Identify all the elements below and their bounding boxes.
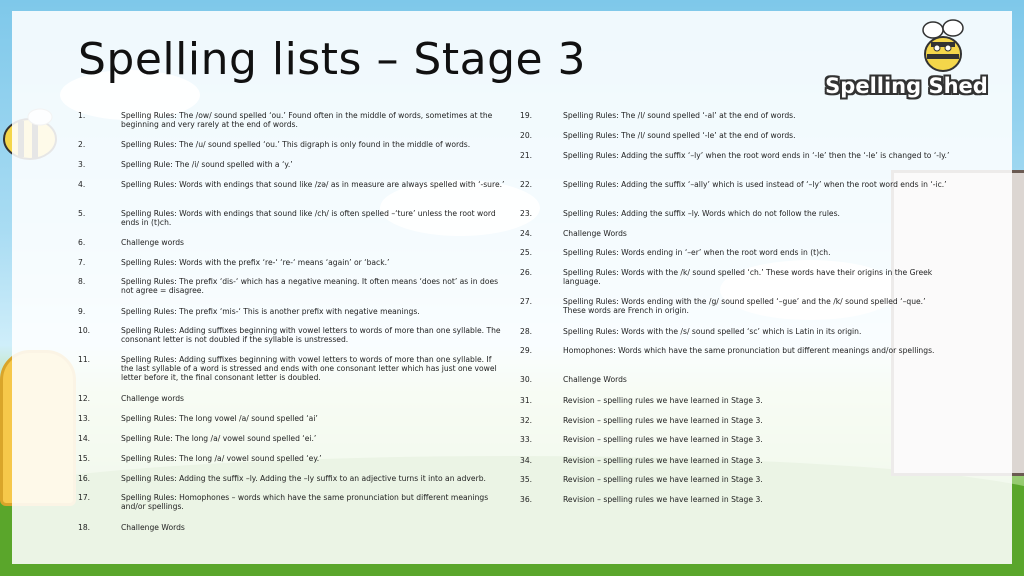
page-title: Spelling lists – Stage 3 — [78, 34, 587, 85]
list-item-number: 17. — [78, 493, 91, 502]
list-item — [78, 454, 506, 463]
list-item-text: Spelling Rule: The long /a/ vowel sound spelled ‘ei.’ — [121, 434, 317, 443]
list-item — [520, 248, 950, 257]
list-item-number: 26. — [520, 268, 533, 277]
list-item-number: 15. — [78, 454, 91, 463]
list-item-number: 14. — [78, 434, 91, 443]
list-item-number: 32. — [520, 416, 533, 425]
list-item-text: Spelling Rules: The long /a/ vowel sound spelled ‘ey.’ — [121, 454, 322, 463]
list-item-text: Spelling Rules: The prefix ‘mis-‘ This is another prefix with negative meanings. — [121, 307, 420, 316]
list-item — [520, 209, 950, 218]
list-item-number: 18. — [78, 523, 91, 532]
logo-text: Spelling Shed — [825, 74, 988, 98]
list-item-number: 10. — [78, 326, 91, 335]
list-item — [78, 523, 506, 532]
list-item-number: 6. — [78, 238, 86, 247]
list-item-text: Challenge Words — [121, 523, 185, 532]
list-item-text: Spelling Rules: Words with the prefix ‘re-‘ ‘re-‘ means ‘again’ or ‘back.’ — [121, 258, 390, 267]
list-item-number: 4. — [78, 180, 86, 189]
list-item-number: 11. — [78, 355, 91, 364]
list-item — [78, 277, 506, 295]
list-item-text: Challenge words — [121, 394, 185, 403]
list-item — [520, 456, 950, 465]
list-item — [520, 346, 950, 355]
list-item-number: 20. — [520, 131, 533, 140]
list-item — [78, 238, 506, 247]
list-item-text: Revision – spelling rules we have learned in Stage 3. — [563, 416, 763, 425]
list-item — [520, 495, 950, 504]
list-item — [78, 474, 506, 483]
list-item-text: Spelling Rules: The prefix ‘dis-‘ which has a negative meaning. It often means ‘does not’ as in does not agree = disagree. — [121, 277, 499, 295]
list-item-text: Challenge Words — [563, 375, 627, 384]
list-item-text: Spelling Rules: The long vowel /a/ sound spelled ‘ai’ — [121, 414, 318, 423]
list-item-text: Spelling Rules: Adding the suffix ‘–ly’ when the root word ends in ‘-le’ then the ‘-le’ is changed to ‘-ly.’ — [563, 151, 950, 160]
bee-icon — [919, 18, 969, 74]
list-item-text: Spelling Rules: Adding the suffix –ly. Adding the –ly suffix to an adjective turns it into an adverb. — [121, 474, 486, 483]
list-item-text: Spelling Rules: The /l/ sound spelled ‘-le’ at the end of words. — [563, 131, 796, 140]
list-item — [78, 140, 506, 149]
list-item — [520, 180, 950, 189]
list-item — [78, 414, 506, 423]
list-item-text: Spelling Rules: Adding the suffix ‘–ally’ which is used instead of ‘–ly’ when the root word ends in ‘-ic.’ — [563, 180, 947, 189]
list-item — [520, 229, 950, 238]
list-item — [78, 307, 506, 316]
list-item-text: Spelling Rules: Adding the suffix –ly. Words which do not follow the rules. — [563, 209, 840, 218]
list-item — [78, 209, 506, 227]
list-item — [520, 297, 950, 315]
list-item — [520, 327, 950, 336]
list-item — [520, 416, 950, 425]
list-item-text: Spelling Rules: Words with endings that sound like /ch/ is often spelled –‘ture’ unless the root word ends in (t)ch. — [121, 209, 496, 227]
list-item-text: Revision – spelling rules we have learned in Stage 3. — [563, 475, 763, 484]
list-item — [520, 268, 950, 286]
list-item-number: 36. — [520, 495, 533, 504]
list-item-text: Revision – spelling rules we have learned in Stage 3. — [563, 396, 763, 405]
list-item-number: 23. — [520, 209, 533, 218]
list-item-text: Challenge words — [121, 238, 185, 247]
list-item-text: Spelling Rules: Adding suffixes beginning with vowel letters to words of more than one syllable. If the last syllable of a word is stressed and ends with one consonant letter which has just one vowel letter before it, the final consonant letter is doubled. — [121, 355, 497, 382]
list-item-number: 27. — [520, 297, 533, 306]
list-item-number: 28. — [520, 327, 533, 336]
list-item-number: 29. — [520, 346, 533, 355]
list-item — [520, 151, 950, 160]
list-item-text: Spelling Rules: The /u/ sound spelled ‘ou.’ This digraph is only found in the middle of words. — [121, 140, 471, 149]
list-item-number: 12. — [78, 394, 91, 403]
list-item-text: Spelling Rules: The /l/ sound spelled ‘-al’ at the end of words. — [563, 111, 796, 120]
list-item — [78, 355, 506, 382]
list-item — [520, 396, 950, 405]
list-item-number: 5. — [78, 209, 86, 218]
list-item-number: 34. — [520, 456, 533, 465]
spelling-shed-logo — [819, 18, 994, 104]
list-item-number: 35. — [520, 475, 533, 484]
list-item-number: 31. — [520, 396, 533, 405]
list-item-text: Revision – spelling rules we have learned in Stage 3. — [563, 495, 763, 504]
list-item — [78, 326, 506, 344]
list-item-text: Challenge Words — [563, 229, 627, 238]
list-item-number: 2. — [78, 140, 86, 149]
list-item — [520, 435, 950, 444]
list-item-text: Spelling Rules: Homophones – words which have the same pronunciation but different meanings and/or spellings. — [121, 493, 489, 511]
list-item-text: Revision – spelling rules we have learned in Stage 3. — [563, 435, 763, 444]
list-item-number: 21. — [520, 151, 533, 160]
list-item — [520, 375, 950, 384]
list-item — [78, 180, 506, 189]
list-item-number: 13. — [78, 414, 91, 423]
list-item-text: Revision – spelling rules we have learned in Stage 3. — [563, 456, 763, 465]
list-item-number: 9. — [78, 307, 86, 316]
list-item-number: 25. — [520, 248, 533, 257]
list-item-text: Spelling Rules: Words ending with the /g/ sound spelled ‘–gue’ and the /k/ sound spelled ‘–que.’ These words are French in origin. — [563, 297, 926, 315]
list-item-number: 30. — [520, 375, 533, 384]
list-item-number: 33. — [520, 435, 533, 444]
list-item-text: Homophones: Words which have the same pronunciation but different meanings and/or spellings. — [563, 346, 935, 355]
list-item-number: 16. — [78, 474, 91, 483]
list-item-text: Spelling Rules: The /ow/ sound spelled ‘ou.’ Found often in the middle of words, sometimes at the beginning and very rarely at the end of words. — [121, 111, 493, 129]
list-item-text: Spelling Rules: Words with the /s/ sound spelled ‘sc’ which is Latin in its origin. — [563, 327, 862, 336]
list-item — [78, 394, 506, 403]
list-item — [78, 258, 506, 267]
list-item-number: 24. — [520, 229, 533, 238]
list-item — [78, 160, 506, 169]
list-item-text: Spelling Rules: Words ending in ‘–er’ when the root word ends in (t)ch. — [563, 248, 831, 257]
list-item-text: Spelling Rule: The /i/ sound spelled with a ‘y.’ — [121, 160, 293, 169]
list-item — [78, 434, 506, 443]
list-item-number: 8. — [78, 277, 86, 286]
list-item — [78, 493, 506, 511]
list-item-text: Spelling Rules: Adding suffixes beginning with vowel letters to words of more than one syllable. The consonant letter is not doubled if the syllable is unstressed. — [121, 326, 501, 344]
list-item-text: Spelling Rules: Words with the /k/ sound spelled ‘ch.’ These words have their origins in the Greek language. — [563, 268, 933, 286]
list-item-number: 19. — [520, 111, 533, 120]
list-item-number: 1. — [78, 111, 86, 120]
list-item-number: 22. — [520, 180, 533, 189]
list-item — [520, 111, 950, 120]
list-item-number: 7. — [78, 258, 86, 267]
list-item — [520, 131, 950, 140]
list-item — [520, 475, 950, 484]
list-item-text: Spelling Rules: Words with endings that sound like /zə/ as in measure are always spelled with ‘-sure.’ — [121, 180, 505, 189]
list-item — [78, 111, 506, 129]
list-item-number: 3. — [78, 160, 86, 169]
